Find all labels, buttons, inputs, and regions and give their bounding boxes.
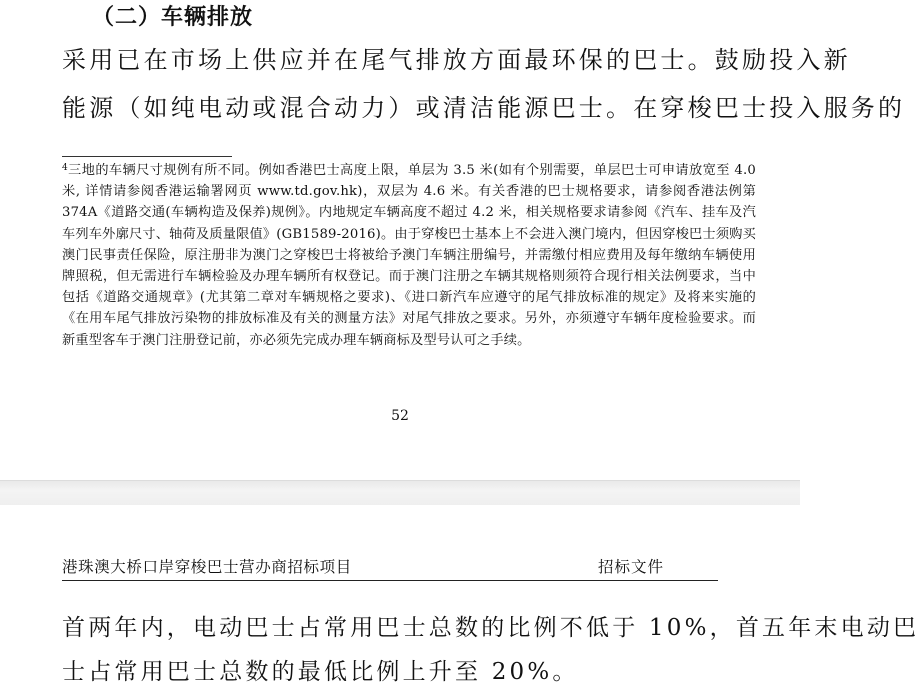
page-separator xyxy=(0,480,800,506)
document-page-next xyxy=(0,505,919,691)
section-heading: （二）车辆排放 xyxy=(92,5,254,30)
footnote-marker: 4 xyxy=(62,163,68,173)
body-line-3: 首两年内，电动巴士占常用巴士总数的比例不低于 10%，首五年末电动巴 xyxy=(62,615,919,641)
running-header-title: 港珠澳大桥口岸穿梭巴士营办商招标项目 xyxy=(62,558,352,576)
footnote xyxy=(62,160,756,351)
footnote-divider xyxy=(62,156,232,157)
body-line-4: 士占常用巴士总数的最低比例上升至 20%。 xyxy=(62,659,579,685)
body-line-2: 能源（如纯电动或混合动力）或清洁能源巴士。在穿梭巴士投入服务的 xyxy=(62,94,906,122)
page-number: 52 xyxy=(391,408,409,424)
header-divider xyxy=(62,580,718,581)
body-line-1: 采用已在市场上供应并在尾气排放方面最环保的巴士。鼓励投入新 xyxy=(62,46,851,74)
footnote-text: 三地的车辆尺寸规例有所不同。例如香港巴士高度上限，单层为 3.5 米(如有个别需要，单层巴士可申请放宽至 4.0 米, 详情请参阅香港运输署网页 www.td.gov.hk)，双层为 4.6 米。有关香港的巴士规格要求，请参阅香港法例第 374A《道路交通(车辆构造及保养)规例》。内地规定车辆高度不超过 4.2 米，相关规格要求请参阅《汽车、挂车及汽车列车外廓尺寸、轴荷及质量限值》(GB1589-2016)。由于穿梭巴士基本上不会进入澳门境内，但因穿梭巴士须购买澳门民事责任保险，原注册非为澳门之穿梭巴士将被给予澳门车辆注册编号，并需缴付相应费用及每年缴纳车辆使用牌照税，但无需进行车辆检验及办理车辆所有权登记。而于澳门注册之车辆其规格则须符合现行相关法例要求，当中包括《道路交通规章》(尤其第二章对车辆规格之要求)、《进口新汽车应遵守的尾气排放标准的规定》及将来实施的《在用车尾气排放污染物的排放标准及有关的测量方法》对尾气排放之要求。另外，亦须遵守车辆年度检验要求。而新重型客车于澳门注册登记前，亦必须先完成办理车辆商标及型号认可之手续。 xyxy=(62,163,756,348)
running-header-doc-type: 招标文件 xyxy=(598,558,665,576)
